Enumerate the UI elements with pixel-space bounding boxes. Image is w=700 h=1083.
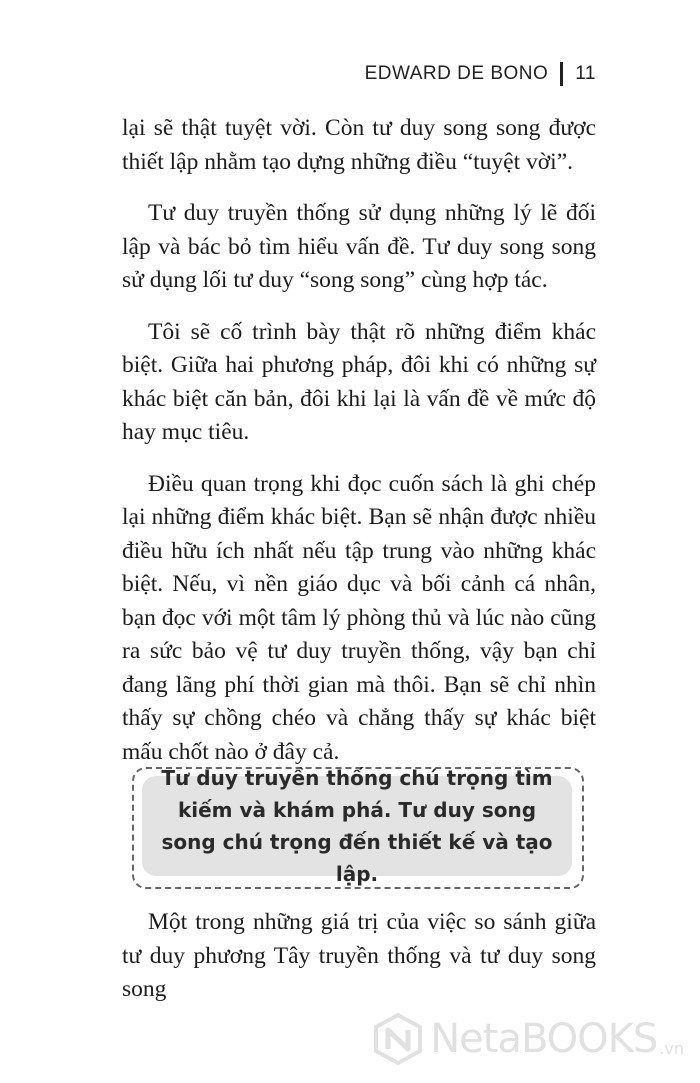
paragraph: lại sẽ thật tuyệt vời. Còn tư duy song song được thiết lập nhằm tạo dựng những điều “tuyệt vời”. bbox=[122, 115, 596, 175]
author-name: EDWARD DE BONO bbox=[364, 63, 549, 84]
netabooks-logo-icon bbox=[372, 1013, 424, 1065]
paragraph: Tôi sẽ cố trình bày thật rõ những điểm khác biệt. Giữa hai phương pháp, đôi khi có những sự khác biệt căn bản, đôi khi lại là vấn đề về mức độ hay mục tiêu. bbox=[122, 318, 596, 445]
header-divider bbox=[560, 62, 563, 86]
callout-box bbox=[142, 766, 572, 886]
watermark-brand: NetaBOOKS bbox=[430, 1016, 658, 1062]
watermark bbox=[372, 1013, 684, 1065]
paragraph: Tư duy truyền thống sử dụng những lý lẽ đối lập và bác bỏ tìm hiểu vấn đề. Tư duy song song sử dụng lối tư duy “song song” cùng hợp tác. bbox=[122, 200, 596, 293]
paragraph: Một trong những giá trị của việc so sánh giữa tư duy phương Tây truyền thống và tư duy song song bbox=[122, 909, 596, 1002]
running-header bbox=[365, 62, 596, 86]
paragraph: Điều quan trọng khi đọc cuốn sách là ghi chép lại những điểm khác biệt. Bạn sẽ nhận được nhiều điều hữu ích nhất nếu tập trung vào những khác biệt. Nếu, vì nền giáo dục và bối cảnh cá nhân, bạn đọc với một tâm lý phòng thủ và lúc nào cũng ra sức bảo vệ tư duy truyền thống, vậy bạn chỉ đang lãng phí thời gian mà thôi. Bạn sẽ chỉ nhìn thấy sự chồng chéo và chẳng thấy sự khác biệt mấu chốt nào ở đây cả. bbox=[122, 470, 596, 765]
page-number: 11 bbox=[575, 63, 596, 84]
callout-text: Tư duy truyền thống chú trọng tìm kiếm và khám phá. Tư duy song song chú trọng đến thiết kế và tạo lập. bbox=[161, 766, 553, 886]
continuation-text bbox=[122, 906, 596, 1007]
body-text bbox=[122, 112, 596, 769]
watermark-suffix: .vn bbox=[659, 1038, 684, 1058]
